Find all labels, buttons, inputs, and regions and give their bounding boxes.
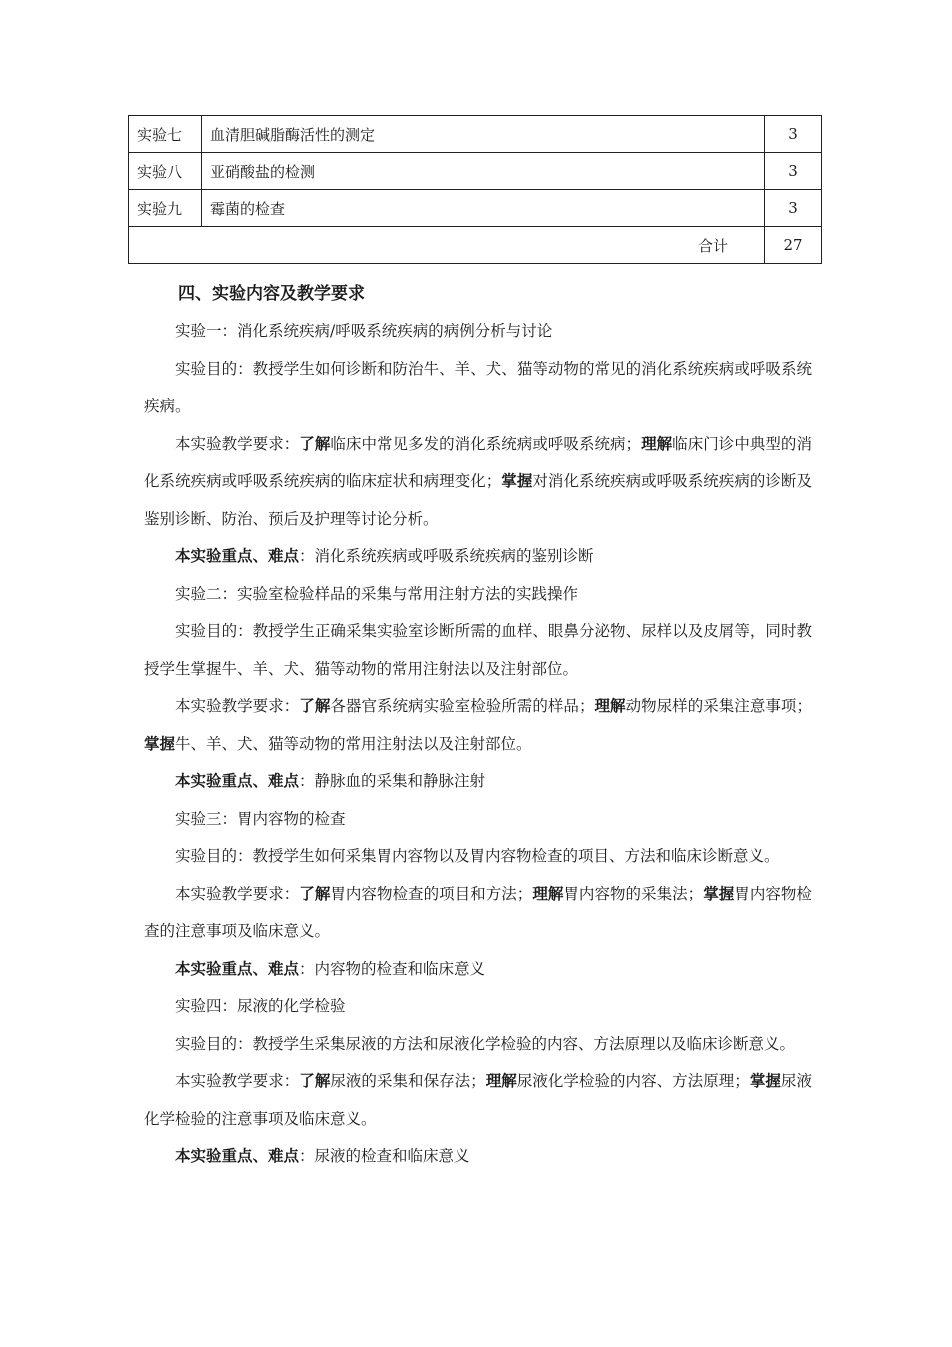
experiment-name-cell: 霉菌的检查 — [202, 190, 765, 227]
experiment-title: 实验一：消化系统疾病/呼吸系统疾病的病例分析与讨论 — [175, 322, 553, 340]
experiment-number-cell: 实验八 — [129, 153, 202, 190]
requirements-text: 尿液化学检验的内容、方法原理； — [516, 1072, 750, 1090]
experiment-key-points — [144, 1138, 812, 1176]
requirements-text: 对消化系统疾病或呼吸系统疾病的诊断及鉴别诊断、防治、预后及护理等讨论分析。 — [144, 472, 812, 528]
experiment-purpose: 实验目的：教授学生正确采集实验室诊断所需的血样、眼鼻分泌物、尿样以及皮屑等，同时教授学生掌握牛、羊、犬、猫等动物的常用注射法以及注射部位。 — [144, 622, 812, 678]
requirements-text: 临床中常见多发的消化系统病或呼吸系统病； — [330, 434, 642, 453]
experiment-purpose: 实验目的：教授学生采集尿液的方法和尿液化学检验的内容、方法原理以及临床诊断意义。 — [175, 1034, 796, 1053]
requirements-text: 胃内容物检查的注意事项及临床意义。 — [144, 884, 812, 940]
requirements-text: 各器官系统病实验室检验所需的样品； — [330, 697, 595, 715]
experiment-title: 实验三：胃内容物的检查 — [175, 809, 346, 828]
experiment-hours-cell: 3 — [765, 116, 822, 153]
keyword-comprehend: 理解 — [485, 1072, 517, 1090]
experiment-number-cell: 实验七 — [129, 116, 202, 153]
requirements-prefix: 本实验教学要求： — [175, 884, 300, 903]
keyword-comprehend: 理解 — [641, 434, 673, 453]
key-points-label: 本实验重点、难点 — [175, 1147, 300, 1165]
requirements-text: 胃内容物的采集法； — [563, 884, 704, 903]
experiment-title: 实验四：尿液的化学检验 — [175, 997, 346, 1015]
keyword-master: 掌握 — [501, 472, 533, 490]
table-row — [129, 116, 822, 153]
table-row — [129, 153, 822, 190]
key-points-label: 本实验重点、难点 — [175, 959, 300, 978]
keyword-understand: 了解 — [299, 434, 331, 453]
section-content — [144, 276, 812, 1176]
experiment-title: 实验二：实验室检验样品的采集与常用注射方法的实践操作 — [175, 584, 579, 603]
requirements-text: 胃内容物检查的项目和方法； — [330, 884, 533, 903]
section-heading: 四、实验内容及教学要求 — [178, 284, 365, 304]
experiment-requirements — [144, 688, 812, 763]
experiment-purpose: 实验目的：教授学生如何采集胃内容物以及胃内容物检查的项目、方法和临床诊断意义。 — [175, 847, 780, 865]
table-total-row — [129, 227, 822, 264]
keyword-master: 掌握 — [144, 734, 176, 753]
keyword-understand: 了解 — [299, 884, 331, 903]
requirements-text: 动物尿样的采集注意事项； — [625, 697, 812, 715]
experiment-number-cell: 实验九 — [129, 190, 202, 227]
experiment-purpose: 实验目的：教授学生如何诊断和防治牛、羊、犬、猫等动物的常见的消化系统疾病或呼吸系统疾病。 — [144, 359, 812, 415]
requirements-text: 牛、羊、犬、猫等动物的常用注射法以及注射部位。 — [175, 734, 532, 753]
requirements-text: 临床门诊中典型的消化系统疾病或呼吸系统疾病的临床症状和病理变化； — [144, 434, 812, 490]
keyword-understand: 了解 — [299, 697, 331, 715]
table-row — [129, 190, 822, 227]
experiment-requirements — [144, 1063, 812, 1138]
experiment-requirements — [144, 426, 812, 539]
keyword-comprehend: 理解 — [594, 697, 626, 715]
requirements-prefix: 本实验教学要求： — [175, 434, 300, 453]
keyword-master: 掌握 — [703, 884, 735, 903]
requirements-prefix: 本实验教学要求： — [175, 1072, 300, 1090]
key-points-text: ：静脉血的采集和静脉注射 — [299, 772, 486, 790]
experiment-hours-table — [128, 115, 822, 264]
experiment-name-cell: 亚硝酸盐的检测 — [202, 153, 765, 190]
key-points-label: 本实验重点、难点 — [175, 772, 300, 790]
requirements-text: 尿液的采集和保存法； — [330, 1072, 486, 1090]
experiment-key-points — [144, 763, 812, 801]
experiment-key-points — [144, 951, 812, 989]
keyword-understand: 了解 — [299, 1072, 331, 1090]
key-points-label: 本实验重点、难点 — [175, 547, 300, 565]
keyword-master: 掌握 — [749, 1072, 781, 1090]
experiment-requirements — [144, 876, 812, 951]
experiment-name-cell: 血清胆碱脂酶活性的测定 — [202, 116, 765, 153]
key-points-text: ：消化系统疾病或呼吸系统疾病的鉴别诊断 — [299, 547, 594, 565]
key-points-text: ：尿液的检查和临床意义 — [299, 1147, 470, 1165]
requirements-prefix: 本实验教学要求： — [175, 697, 300, 715]
keyword-comprehend: 理解 — [532, 884, 564, 903]
experiment-hours-cell: 3 — [765, 153, 822, 190]
total-value-cell: 27 — [765, 227, 822, 264]
key-points-text: ：内容物的检查和临床意义 — [299, 959, 486, 978]
experiment-key-points — [144, 538, 812, 576]
experiment-hours-cell: 3 — [765, 190, 822, 227]
total-label-cell: 合计 — [129, 227, 765, 264]
requirements-text: 尿液化学检验的注意事项及临床意义。 — [144, 1072, 812, 1128]
